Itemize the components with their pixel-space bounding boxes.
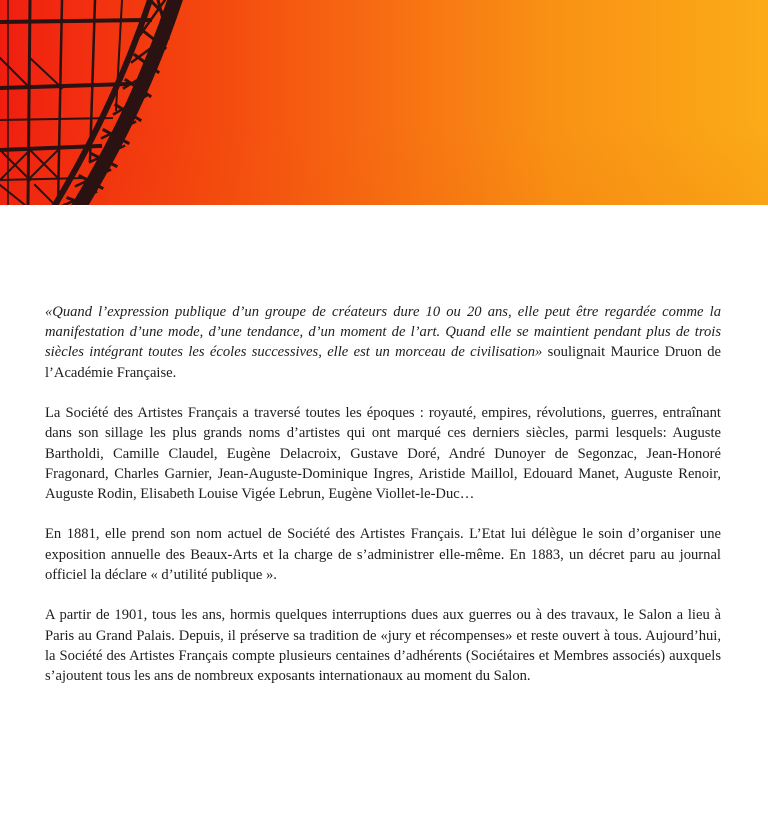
paragraph-salon: A partir de 1901, tous les ans, hormis quelques interruptions dues aux guerres ou à des travaux, le Salon a lieu à Paris au Grand Palais. Depuis, il préserve sa tradition de «jury et récompenses» et reste ouvert à tous. Aujourd’hui, la Société des Artistes Français compte plusieurs centaines d’adhérents (Sociétaires et Membres associés) auxquels s’ajoutent tous les ans de nombreux exposants internationaux au moment du Salon. bbox=[45, 607, 721, 684]
paragraph-quote bbox=[45, 302, 721, 383]
iron-structure-graphic bbox=[0, 0, 200, 205]
paragraph-history: La Société des Artistes Français a traversé toutes les époques : royauté, empires, révolutions, guerres, entraînant dans son sillage les plus grands noms d’artistes qui ont marqué ces derniers siècles, parmi lesquels: Auguste Bartholdi, Camille Claudel, Eugène Delacroix, Gustave Doré, André Dunoyer de Segonzac, Jean-Honoré Fragonard, Charles Garnier, Jean-Auguste-Dominique Ingres, Aristide Maillol, Edouard Manet, Auguste Renoir, Auguste Rodin, Elisabeth Louise Vigée Lebrun, Eugène Viollet-le-Duc… bbox=[45, 405, 721, 502]
paragraph-1881: En 1881, elle prend son nom actuel de Société des Artistes Français. L’Etat lui délègue le soin d’organiser une exposition annuelle des Beaux-Arts et la charge de s’administrer elle-même. En 1883, un décret paru au journal officiel la déclare « d’utilité publique ». bbox=[45, 526, 721, 583]
quote-attribution: soulignait Maurice Druon de l’Académie Française. bbox=[45, 344, 721, 381]
body-text bbox=[45, 302, 721, 686]
druon-quote: «Quand l’expression publique d’un groupe de créateurs dure 10 ou 20 ans, elle peut être regardée comme la manifestation d’une mode, d’une tendance, d’un moment de l’art. Quand elle se maintient pendant plus de trois siècles intégrant toutes les écoles successives, elle est un morceau de civilisation» bbox=[45, 304, 721, 361]
hero-photo bbox=[0, 0, 768, 205]
